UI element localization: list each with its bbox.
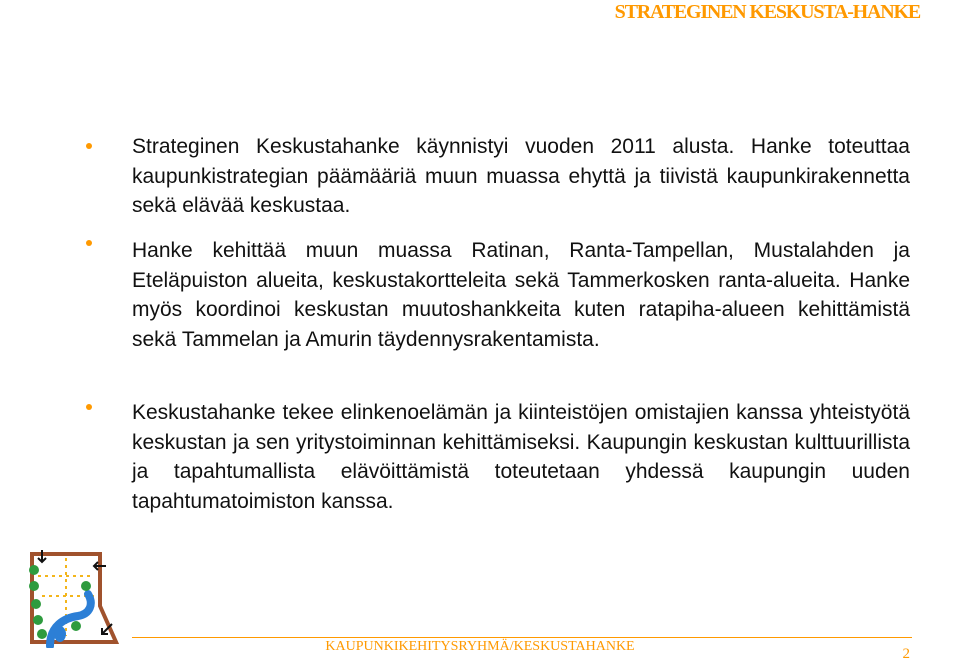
bullet-item-1: Strateginen Keskustahanke käynnistyi vuoden 2011 alusta. Hanke toteuttaa kaupunkistrategian päämääriä muun muassa ehyttä ja tiivistä kaupunkirakennetta sekä elävää keskustaa. — [132, 135, 910, 217]
page-number: 2 — [902, 646, 910, 662]
footer-department: KAUPUNKIKEHITYSRYHMÄ/KESKUSTAHANKE — [325, 639, 635, 654]
slide-title: STRATEGINEN KESKUSTA-HANKE — [614, 1, 920, 23]
city-center-map-logo-icon — [20, 546, 124, 648]
bullet-dot — [86, 404, 92, 410]
bullet-dot — [86, 143, 92, 149]
bullet-dot — [86, 240, 92, 246]
bullet-item-2: Hanke kehittää muun muassa Ratinan, Ranta-Tampellan, Mustalahden ja Eteläpuiston alueita, keskustakortteleita sekä Tammerkosken ranta-alueita. Hanke myös koordinoi keskustan muutoshankkeita kuten ratapiha-alueen kehittämistä sekä Tammelan ja Amurin täydennysrakentamista. — [132, 239, 910, 351]
bullet-item-3: Keskustahanke tekee elinkenoelämän ja kiinteistöjen omistajien kanssa yhteistyötä keskustan ja sen yritystoiminnan kehittämiseksi. Kaupungin keskustan kulttuurillista ja tapahtumallista elävöittämistä toteutetaan yhdessä kaupungin uuden tapahtumatoimiston kanssa. — [132, 401, 910, 513]
